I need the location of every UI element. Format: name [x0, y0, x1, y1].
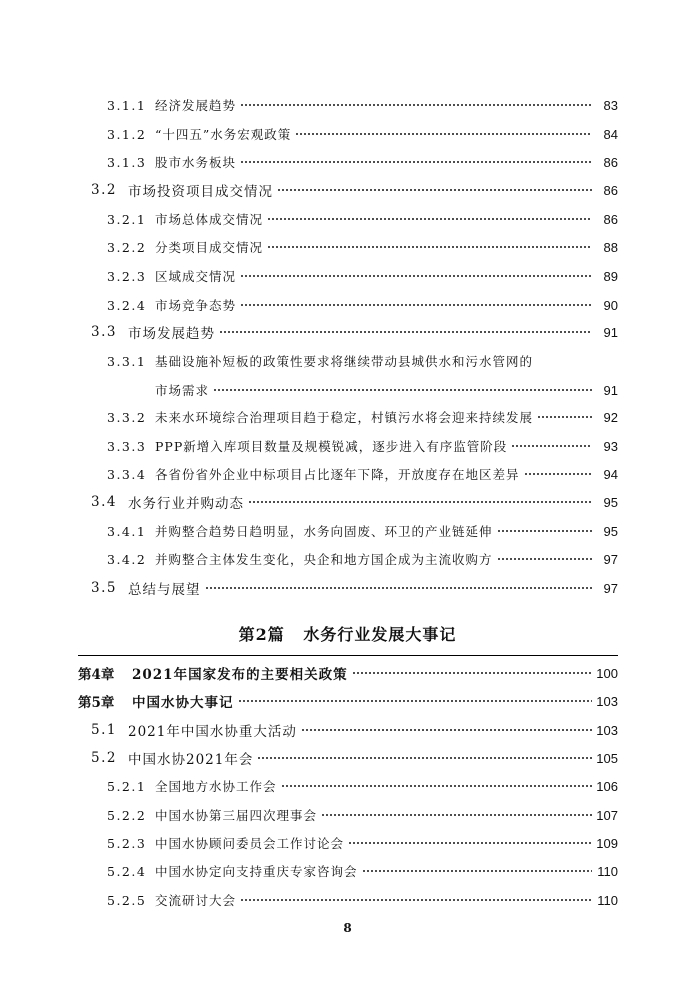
toc-entry-3-2-1[interactable]: [107, 208, 618, 230]
leader-dots: [301, 729, 592, 731]
entry-title: 并购整合主体发生变化，央企和地方国企成为主流收购方: [155, 552, 493, 567]
entry-number: 3.2.2: [107, 239, 147, 255]
toc-entry-5-2-2[interactable]: [107, 804, 618, 826]
leader-dots: [257, 757, 592, 759]
entry-number: 3.1.2: [107, 126, 147, 142]
entry-title: 2021年国家发布的主要相关政策: [132, 667, 348, 683]
toc-entry-3-4[interactable]: [91, 491, 618, 513]
leader-dots: [321, 814, 592, 816]
entry-number: 3.3.1: [107, 353, 147, 369]
entry-page: 97: [603, 580, 618, 596]
entry-page: 110: [597, 863, 618, 879]
entry-number: 5.2.1: [107, 778, 147, 794]
entry-page: 100: [596, 665, 618, 681]
leader-dots: [537, 416, 592, 418]
leader-dots: [497, 558, 592, 560]
leader-dots: [352, 672, 592, 674]
entry-title: 中国水协2021年会: [128, 752, 254, 768]
entry-number: 3.1.1: [107, 97, 147, 113]
leader-dots: [511, 445, 592, 447]
leader-dots: [267, 246, 592, 248]
entry-number: 5.2: [91, 750, 117, 766]
leader-dots: [219, 331, 592, 333]
toc-entry-3-3[interactable]: [91, 321, 618, 343]
entry-page: 89: [603, 268, 618, 284]
entry-page: 84: [603, 126, 618, 142]
leader-dots: [348, 842, 592, 844]
divider-rule: [78, 655, 618, 656]
toc-entry-5-2-3[interactable]: [107, 832, 618, 854]
entry-number: 3.2.4: [107, 297, 147, 313]
entry-page: 94: [603, 466, 618, 482]
entry-title: 区域成交情况: [155, 269, 237, 284]
entry-number: 3.5: [91, 580, 117, 596]
entry-page: 103: [596, 693, 618, 709]
entry-title: 未来水环境综合治理项目趋于稳定，村镇污水将会迎来持续发展: [155, 410, 534, 425]
entry-number: 3.4.1: [107, 523, 147, 539]
toc-entry-5-1[interactable]: [91, 719, 618, 741]
leader-dots: [295, 133, 592, 135]
entry-title: 中国水协顾问委员会工作讨论会: [155, 836, 345, 851]
page-number: 8: [343, 921, 352, 935]
entry-page: 109: [596, 835, 618, 851]
entry-number: 3.4: [91, 494, 117, 510]
leader-dots: [277, 189, 592, 191]
toc-entry-5-2-5[interactable]: [107, 889, 618, 911]
toc-entry-3-2[interactable]: [91, 179, 618, 201]
toc-entry-5-2[interactable]: [91, 747, 618, 769]
entry-page: 95: [603, 523, 618, 539]
entry-number: 3.1.3: [107, 154, 147, 170]
leader-dots: [240, 304, 592, 306]
entry-page: 110: [597, 892, 618, 908]
toc-entry-3-4-2[interactable]: [107, 548, 618, 570]
toc-entry-3-2-4[interactable]: [107, 294, 618, 316]
leader-dots: [497, 530, 592, 532]
toc-entry-3-1-1[interactable]: [107, 94, 618, 116]
toc-entry-3-2-3[interactable]: [107, 265, 618, 287]
toc-entry-5-2-1[interactable]: [107, 775, 618, 797]
entry-number: 5.1: [91, 722, 117, 738]
entry-title: 市场投资项目成交情况: [128, 184, 273, 200]
entry-title: 总结与展望: [128, 582, 201, 598]
toc-entry-3-1-3[interactable]: [107, 151, 618, 173]
entry-page: 106: [596, 778, 618, 794]
entry-number: 5.2.4: [107, 863, 147, 879]
toc-chapter-4[interactable]: [78, 662, 618, 684]
part-heading: [0, 622, 695, 645]
entry-number: 3.4.2: [107, 551, 147, 567]
entry-title: 全国地方水协工作会: [155, 779, 277, 794]
entry-title: 经济发展趋势: [155, 98, 237, 113]
toc-entry-3-3-2[interactable]: [107, 406, 618, 428]
entry-title: 中国水协定向支持重庆专家咨询会: [155, 864, 358, 879]
entry-page: 90: [603, 297, 618, 313]
leader-dots: [240, 275, 592, 277]
entry-title: 股市水务板块: [155, 155, 237, 170]
entry-number: 3.2.1: [107, 211, 147, 227]
entry-page: 91: [603, 382, 618, 398]
toc-entry-3-2-2[interactable]: [107, 236, 618, 258]
entry-number: 3.3.4: [107, 466, 147, 482]
toc-chapter-5[interactable]: [78, 690, 618, 712]
part-title-text: 水务行业发展大事记: [303, 625, 457, 644]
entry-title: 中国水协第三届四次理事会: [155, 808, 318, 823]
entry-page: 93: [603, 438, 618, 454]
leader-dots: [205, 587, 593, 589]
leader-dots: [213, 389, 592, 391]
entry-number: 3.2: [91, 182, 117, 198]
leader-dots: [240, 899, 592, 901]
toc-entry-3-4-1[interactable]: [107, 520, 618, 542]
entry-title: 市场竞争态势: [155, 298, 237, 313]
entry-number: 5.2.2: [107, 807, 147, 823]
entry-page: 95: [603, 494, 618, 510]
toc-entry-3-3-4[interactable]: [107, 463, 618, 485]
entry-title: 水务行业并购动态: [128, 496, 244, 512]
entry-page: 92: [603, 409, 618, 425]
entry-page: 97: [603, 551, 618, 567]
part-label: 第2篇: [238, 625, 285, 644]
entry-title: 市场总体成交情况: [155, 212, 264, 227]
leader-dots: [248, 501, 592, 503]
leader-dots: [267, 218, 592, 220]
toc-entry-5-2-4[interactable]: [107, 860, 618, 882]
toc-entry-3-3-1-cont[interactable]: [155, 379, 618, 401]
entry-page: 86: [603, 182, 618, 198]
entry-title: 2021年中国水协重大活动: [128, 724, 297, 740]
entry-number: 第4章: [78, 667, 115, 683]
entry-page: 83: [603, 97, 618, 113]
entry-number: 3.2.3: [107, 268, 147, 284]
entry-number: 5.2.5: [107, 892, 147, 908]
leader-dots: [524, 473, 592, 475]
entry-number: 3.3.2: [107, 409, 147, 425]
entry-title: 交流研讨大会: [155, 893, 237, 908]
leader-dots: [240, 161, 592, 163]
entry-title: 各省份省外企业中标项目占比逐年下降，开放度存在地区差异: [155, 467, 520, 482]
entry-number: 3.3.3: [107, 438, 147, 454]
entry-number: 第5章: [78, 695, 115, 711]
leader-dots: [240, 104, 592, 106]
entry-page: 88: [603, 239, 618, 255]
entry-title: 并购整合趋势日趋明显，水务向固废、环卫的产业链延伸: [155, 524, 493, 539]
entry-number: 3.3: [91, 324, 117, 340]
leader-dots: [238, 700, 593, 702]
entry-title: PPP新增入库项目数量及规模锐减，逐步进入有序监管阶段: [155, 439, 508, 454]
entry-title: 中国水协大事记: [132, 695, 234, 711]
leader-dots: [362, 870, 592, 872]
entry-page: 91: [603, 324, 618, 340]
entry-page: 105: [596, 750, 618, 766]
leader-dots: [281, 785, 592, 787]
entry-title: 基础设施补短板的政策性要求将继续带动县城供水和污水管网的: [155, 354, 534, 369]
toc-entry-3-3-1[interactable]: [107, 350, 618, 372]
entry-number: 5.2.3: [107, 835, 147, 851]
entry-page: 86: [603, 211, 618, 227]
entry-page: 107: [596, 807, 618, 823]
toc-entry-3-3-3[interactable]: [107, 435, 618, 457]
entry-page: 103: [596, 722, 618, 738]
entry-title: 分类项目成交情况: [155, 240, 264, 255]
toc-entry-3-1-2[interactable]: [107, 123, 618, 145]
entry-title: “十四五”水务宏观政策: [155, 127, 292, 142]
entry-title: 市场需求: [155, 383, 210, 398]
entry-page: 86: [603, 154, 618, 170]
entry-title: 市场发展趋势: [128, 326, 215, 342]
toc-entry-3-5[interactable]: [91, 577, 618, 599]
